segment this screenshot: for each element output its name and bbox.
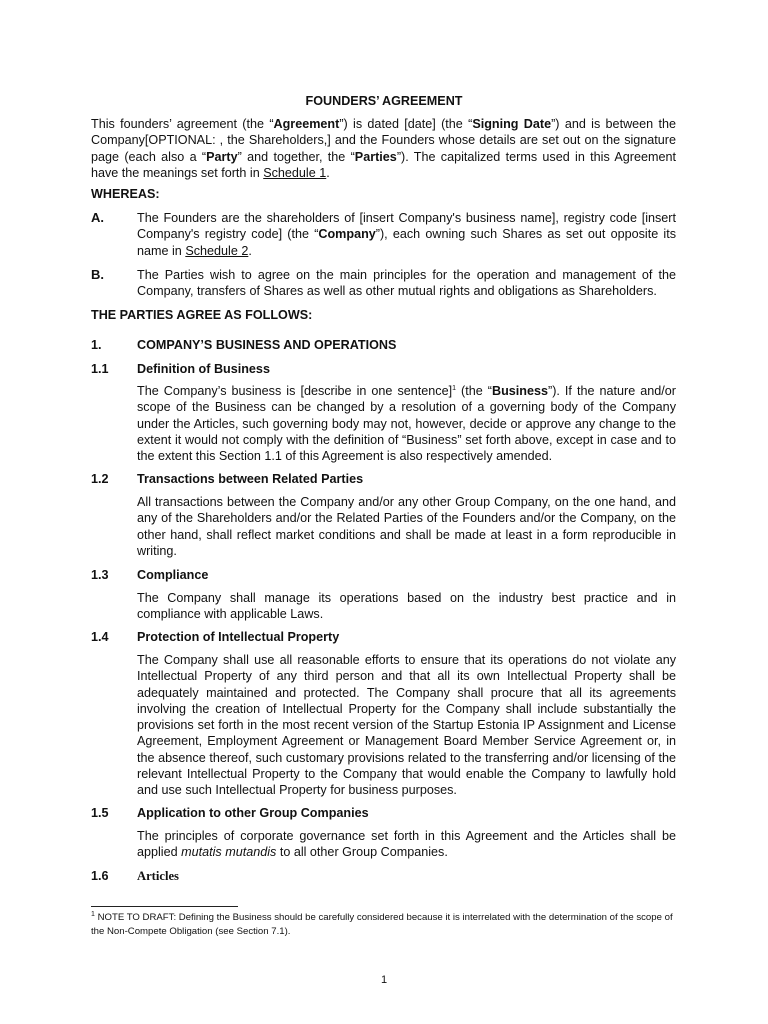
whereas-heading: WHEREAS: <box>91 187 160 201</box>
agree-heading: THE PARTIES AGREE AS FOLLOWS: <box>91 308 313 322</box>
section-1-number: 1. <box>91 338 102 352</box>
section-1-5-number: 1.5 <box>91 806 109 820</box>
section-1-3-text: The Company shall manage its operations based on the industry best practice and in compliance with applicable Laws. <box>137 591 676 622</box>
footnote: $^1$ NOTE TO DRAFT: Defining the Business should be carefully considered because it is interrelated with the determination of the scope of the Non-Compete Obligation (see Section 7.1). <box>91 910 673 937</box>
section-1-3-title: Compliance <box>137 568 209 582</box>
section-1-1-number: 1.1 <box>91 362 109 376</box>
section-1-1-title: Definition of Business <box>137 362 270 376</box>
term-party: Party <box>206 149 238 164</box>
recital-a-text: The Founders are the shareholders of [insert Company's business name], registry code [insert Company's registry code] (the “Company”), each owning such Shares as set out opposite its name in Schedule 2. <box>137 211 676 258</box>
term-company: Company <box>318 227 376 242</box>
section-1-5-title: Application to other Group Companies <box>137 806 369 820</box>
term-parties: Parties <box>354 149 397 164</box>
footnote-reference[interactable]: 1 <box>452 384 457 392</box>
section-1-4-text: The Company shall use all reasonable efforts to ensure that its operations do not violate any Intellectual Property of any third person and that all its own Intellectual Property shall be adequately maintained and protected. The Company shall procure that all its agreements involving the creation of Intellectual Property for the Company shall include substantially the provisions set forth in the most recent version of the Startup Estonia IP Assignment and License Agreement, Employment Agreement or Management Board Member Service Agreement or, in the absence thereof, such customary provisions related to the transferring and/or licensing of the relevant Intellectual Property to the Company that would enable the Company to lawfully hold and use such Intellectual Property for business purposes. <box>137 653 676 798</box>
section-1-2-title: Transactions between Related Parties <box>137 472 364 486</box>
section-1-2-text: All transactions between the Company and/or any other Group Company, on the one hand, and any of the Shareholders and/or the Related Parties of the Founders and/or the Company, on the other hand, shall reflect market conditions and shall be made at least in a form reproducible in writing. <box>137 495 676 558</box>
latin-phrase: mutatis mutandis <box>181 845 277 860</box>
section-1-6-number: 1.6 <box>91 869 109 883</box>
recital-b-label: B. <box>91 267 104 282</box>
section-1-6-title: Articles <box>137 869 179 883</box>
footnote-number: 1 <box>91 910 95 918</box>
term-agreement: Agreement <box>273 117 340 131</box>
section-1-2-number: 1.2 <box>91 472 109 486</box>
recital-b-text: The Parties wish to agree on the main principles for the operation and management of the Company, transfers of Shares as well as other mutual rights and obligations as Shareholders. <box>137 268 676 299</box>
term-business: Business <box>492 384 548 398</box>
page-number: 1 <box>380 974 388 986</box>
document-title: FOUNDERS’ AGREEMENT <box>305 94 463 108</box>
section-1-4-title: Protection of Intellectual Property <box>137 630 340 644</box>
term-signing-date: Signing Date <box>472 117 552 131</box>
section-1-title: COMPANY’S BUSINESS AND OPERATIONS <box>137 338 397 352</box>
recital-a-label: A. <box>91 210 104 225</box>
section-1-1-text: The Company’s business is [describe in one sentence]$^1$ (the “Business”). If the nature and/or scope of the Business can be changed by a resolution of a governing body of the Company under the Articles, such governing body may not, however, decide or approve any change to the extent it would not comply with the definition of “Business” set forth above, except in case and to the extent this Section 1.1 of this Agreement is also respectively amended. <box>137 384 676 464</box>
schedule-1-link[interactable]: Schedule 1 <box>263 165 327 180</box>
section-1-3-number: 1.3 <box>91 568 109 582</box>
intro-paragraph: This founders’ agreement (the “Agreement”) is dated [date] (the “Signing Date”) and is between the Company[OPTIONAL: , the Shareholders,] and the Founders whose details are set out on the signature page (each also a “Party” and together, the “Parties”). The capitalized terms used in this Agreement have the meanings set forth in Schedule 1. <box>91 117 676 180</box>
section-1-4-number: 1.4 <box>91 630 109 644</box>
section-1-5-text: The principles of corporate governance set forth in this Agreement and the Articles shall be applied mutatis mutandis to all other Group Companies. <box>137 829 676 860</box>
footnote-separator <box>91 906 238 907</box>
schedule-2-link[interactable]: Schedule 2 <box>185 243 249 258</box>
